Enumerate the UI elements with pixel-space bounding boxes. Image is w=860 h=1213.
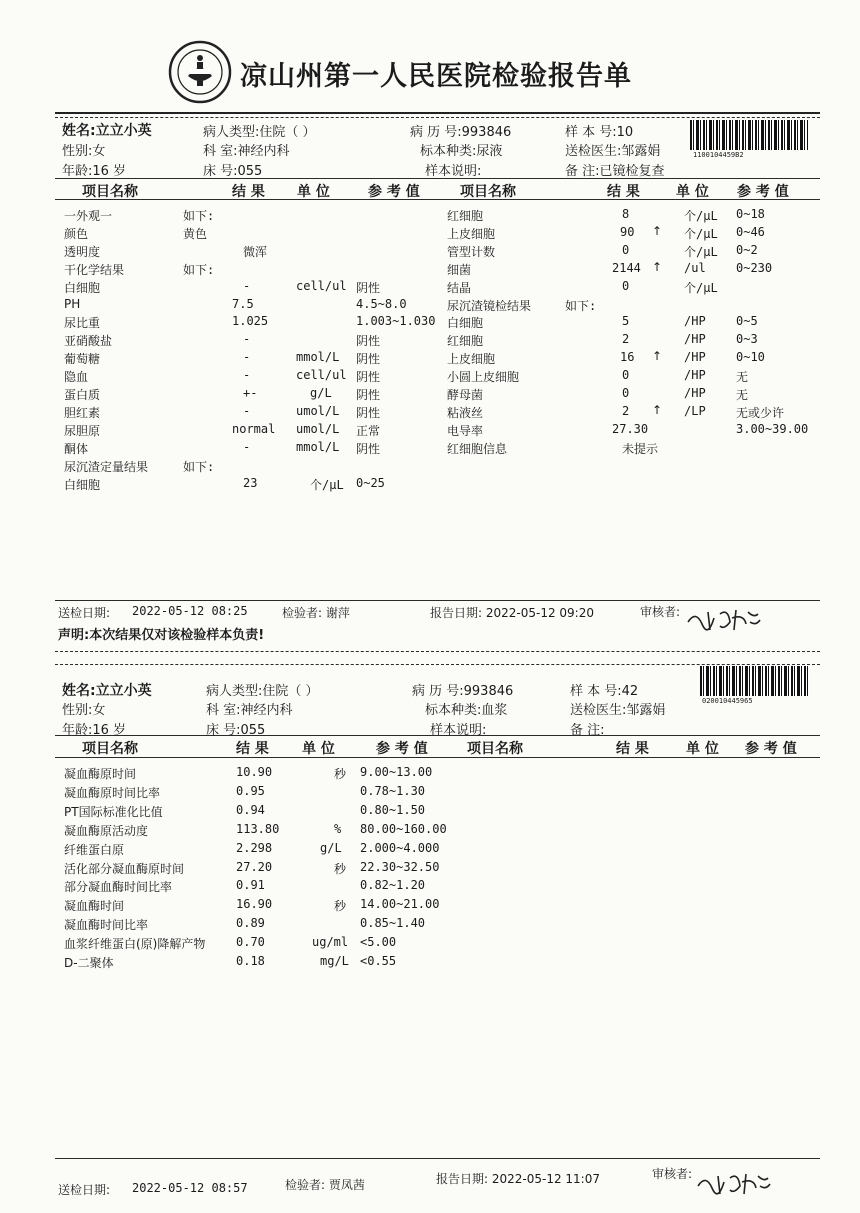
- item-reference: 0~25: [356, 476, 385, 490]
- item-reference: <5.00: [360, 935, 397, 949]
- col-unit-2: 单 位: [676, 184, 709, 200]
- report-separator-2: [55, 664, 820, 665]
- table2-body-rule: [55, 757, 820, 758]
- item-name: 红细胞: [447, 334, 484, 348]
- col-result-2: 结 果: [607, 184, 640, 200]
- item-unit: umol/L: [296, 404, 340, 418]
- item-reference: 4.5~8.0: [356, 297, 407, 311]
- patient-age: 年龄:16 岁: [62, 164, 127, 179]
- item-unit: 秒: [334, 899, 347, 913]
- item-unit: mg/L: [320, 954, 349, 968]
- item-name: 亚硝酸盐: [64, 334, 113, 348]
- item-name: 上皮细胞: [447, 352, 496, 366]
- high-flag-icon: ↑: [652, 403, 663, 417]
- item-result: 23: [243, 476, 258, 490]
- item-name: 细菌: [447, 263, 472, 277]
- item-result: 0: [622, 279, 630, 293]
- col-item-name: 项目名称: [82, 184, 138, 200]
- patient-sex: 性别:女: [62, 703, 106, 718]
- patient-sex: 性别:女: [62, 144, 106, 159]
- item-name: 红细胞: [447, 209, 484, 223]
- item-name: 上皮细胞: [447, 227, 496, 241]
- send-date: 2022-05-12 08:25: [132, 604, 248, 618]
- col-item-name: 项目名称: [82, 741, 138, 757]
- item-unit: /HP: [684, 332, 706, 346]
- item-result: normal: [232, 422, 276, 436]
- item-reference: 阴性: [356, 406, 381, 420]
- item-result: -: [243, 368, 251, 382]
- col-reference-2: 参 考 值: [745, 741, 797, 757]
- requesting-doctor: 送检医生:邹露娟: [565, 144, 661, 159]
- col-unit: 单 位: [297, 184, 330, 200]
- item-reference: 阴性: [356, 352, 381, 366]
- item-name: 胆红素: [64, 406, 101, 420]
- item-name: D-二聚体: [64, 956, 114, 970]
- item-result: 0.91: [236, 878, 265, 892]
- high-flag-icon: ↑: [652, 224, 663, 238]
- item-reference: 0~230: [736, 261, 773, 275]
- item-result: 16.90: [236, 897, 273, 911]
- item-result: 黄色: [183, 227, 208, 241]
- item-name: 血浆纤维蛋白(原)降解产物: [64, 937, 206, 951]
- item-result: +-: [243, 386, 258, 400]
- item-result: -: [243, 350, 251, 364]
- item-reference: 无: [736, 370, 749, 384]
- col-item-name-2: 项目名称: [460, 184, 516, 200]
- reviewer: 审核者:: [652, 1167, 693, 1181]
- item-unit: g/L: [310, 386, 332, 400]
- item-result: 2144: [612, 261, 641, 275]
- item-result: 未提示: [622, 442, 659, 456]
- item-unit: 个/μL: [684, 209, 718, 223]
- item-result: 113.80: [236, 822, 280, 836]
- item-result: 8: [622, 207, 630, 221]
- item-result: 微浑: [243, 245, 268, 259]
- item-reference: 0~46: [736, 225, 765, 239]
- high-flag-icon: ↑: [652, 260, 663, 274]
- item-unit: /HP: [684, 386, 706, 400]
- item-name: 隐血: [64, 370, 89, 384]
- item-unit: 个/μL: [684, 227, 718, 241]
- specimen-type: 标本种类:血浆: [425, 703, 508, 718]
- table1-body-rule: [55, 199, 820, 200]
- item-name: 纤维蛋白原: [64, 843, 125, 857]
- specimen-type: 标本种类:尿液: [420, 144, 503, 159]
- item-result: 10.90: [236, 765, 273, 779]
- col-unit-2: 单 位: [686, 741, 719, 757]
- item-reference: 0.85~1.40: [360, 916, 426, 930]
- item-unit: 个/μL: [310, 478, 344, 492]
- item-name: 凝血酶原时间比率: [64, 786, 161, 800]
- reviewer: 审核者:: [640, 605, 681, 619]
- item-name: 一外观一: [64, 209, 113, 223]
- item-result: 2: [622, 404, 630, 418]
- item-unit: 个/μL: [684, 245, 718, 259]
- item-unit: /LP: [684, 404, 706, 418]
- item-unit: mmol/L: [296, 440, 340, 454]
- item-reference: 0~10: [736, 350, 765, 364]
- item-result: 16: [620, 350, 635, 364]
- col-reference-2: 参 考 值: [737, 184, 789, 200]
- item-result: 1.025: [232, 314, 269, 328]
- item-reference: 无或少许: [736, 406, 785, 420]
- barcode-number: 1100104459B2: [693, 151, 744, 159]
- item-result: 0.95: [236, 784, 265, 798]
- patient-type: 病人类型:住院（ ）: [203, 125, 316, 140]
- col-item-name-2: 项目名称: [467, 741, 523, 757]
- disclaimer: 声明:本次结果仅对该检验样本负责!: [58, 628, 265, 643]
- item-unit: /HP: [684, 350, 706, 364]
- barcode: [700, 666, 810, 696]
- item-name: 尿胆原: [64, 424, 101, 438]
- tester: 检验者: 贾凤茜: [285, 1178, 365, 1192]
- item-unit: cell/ul: [296, 368, 347, 382]
- item-name: 尿沉渣定量结果: [64, 460, 149, 474]
- patient-age: 年龄:16 岁: [62, 723, 127, 738]
- remark: 备 注:: [570, 723, 605, 738]
- item-name: PT国际标准化比值: [64, 805, 163, 819]
- item-reference: 0.78~1.30: [360, 784, 426, 798]
- sample-note: 样本说明:: [425, 164, 482, 179]
- item-unit: mmol/L: [296, 350, 340, 364]
- report-title: 凉山州第一人民医院检验报告单: [240, 61, 632, 92]
- item-reference: 0~5: [736, 314, 758, 328]
- item-name: 活化部分凝血酶原时间: [64, 862, 185, 876]
- item-result: 如下:: [183, 460, 215, 474]
- header-rule-dashed: [55, 117, 820, 118]
- item-result: -: [243, 332, 251, 346]
- item-reference: 阴性: [356, 370, 381, 384]
- item-unit: %: [334, 822, 342, 836]
- patient-name: 姓名:立立小英: [62, 123, 152, 139]
- item-name: PH: [64, 297, 81, 311]
- item-reference: 0.80~1.50: [360, 803, 426, 817]
- item-reference: 22.30~32.50: [360, 860, 440, 874]
- record-number: 病 历 号:993846: [410, 125, 512, 140]
- item-name: 电导率: [447, 424, 484, 438]
- item-name: 部分凝血酶时间比率: [64, 880, 173, 894]
- item-name: 葡萄糖: [64, 352, 101, 366]
- col-reference: 参 考 值: [368, 184, 420, 200]
- item-reference: 阴性: [356, 334, 381, 348]
- item-unit: umol/L: [296, 422, 340, 436]
- item-reference: 0~3: [736, 332, 758, 346]
- item-result: 27.20: [236, 860, 273, 874]
- hospital-seal: [168, 40, 232, 104]
- item-reference: 0~2: [736, 243, 758, 257]
- item-unit: /HP: [684, 368, 706, 382]
- item-name: 结晶: [447, 281, 472, 295]
- item-result: 0: [622, 243, 630, 257]
- item-reference: 阴性: [356, 442, 381, 456]
- footer2-rule: [55, 1158, 820, 1159]
- col-result-2: 结 果: [616, 741, 649, 757]
- item-name: 颜色: [64, 227, 89, 241]
- item-name: 凝血酶原时间: [64, 767, 137, 781]
- item-reference: 无: [736, 388, 749, 402]
- item-unit: g/L: [320, 841, 342, 855]
- item-unit: cell/ul: [296, 279, 347, 293]
- item-reference: 3.00~39.00: [736, 422, 809, 436]
- item-name: 干化学结果: [64, 263, 125, 277]
- item-reference: 1.003~1.030: [356, 314, 436, 328]
- item-unit: 秒: [334, 862, 347, 876]
- requesting-doctor: 送检医生:邹露娟: [570, 703, 666, 718]
- high-flag-icon: ↑: [652, 349, 663, 363]
- item-name: 凝血酶时间: [64, 899, 125, 913]
- item-result: 5: [622, 314, 630, 328]
- item-name: 凝血酶原活动度: [64, 824, 149, 838]
- item-result: 如下:: [183, 263, 215, 277]
- patient-type: 病人类型:住院（ ）: [206, 684, 319, 699]
- item-name: 白细胞: [64, 281, 101, 295]
- item-name: 白细胞: [447, 316, 484, 330]
- tester: 检验者: 谢萍: [282, 606, 350, 620]
- item-result: 如下:: [183, 209, 215, 223]
- item-name: 蛋白质: [64, 388, 101, 402]
- sample-number: 样 本 号:42: [570, 684, 639, 699]
- item-name: 凝血酶时间比率: [64, 918, 149, 932]
- item-result: 2: [622, 332, 630, 346]
- item-reference: 0~18: [736, 207, 765, 221]
- item-reference: 0.82~1.20: [360, 878, 426, 892]
- item-result: 7.5: [232, 297, 254, 311]
- item-result: 0.94: [236, 803, 265, 817]
- item-reference: 正常: [356, 424, 381, 438]
- item-result: 0.18: [236, 954, 265, 968]
- col-result: 结 果: [232, 184, 265, 200]
- item-reference: 2.000~4.000: [360, 841, 440, 855]
- item-result: -: [243, 440, 251, 454]
- item-name: 小圆上皮细胞: [447, 370, 520, 384]
- header-rule: [55, 112, 820, 114]
- send-date-label: 送检日期:: [58, 1183, 111, 1197]
- item-unit: /HP: [684, 314, 706, 328]
- item-reference: 阴性: [356, 281, 381, 295]
- item-result: 如下:: [565, 299, 597, 313]
- department: 科 室:神经内科: [206, 703, 293, 718]
- item-name: 红细胞信息: [447, 442, 508, 456]
- table2-header-rule: [55, 735, 820, 736]
- item-name: 酵母菌: [447, 388, 484, 402]
- send-date: 2022-05-12 08:57: [132, 1181, 248, 1195]
- barcode-number: 020010445965: [702, 697, 753, 705]
- report-date: 报告日期: 2022-05-12 09:20: [430, 606, 594, 620]
- item-result: 0: [622, 368, 630, 382]
- item-name: 粘液丝: [447, 406, 484, 420]
- item-name: 尿沉渣镜检结果: [447, 299, 532, 313]
- item-name: 管型计数: [447, 245, 496, 259]
- send-date-label: 送检日期:: [58, 606, 111, 620]
- col-result: 结 果: [236, 741, 269, 757]
- bed-number: 床 号:055: [206, 723, 266, 738]
- department: 科 室:神经内科: [203, 144, 290, 159]
- item-name: 白细胞: [64, 478, 101, 492]
- patient-name: 姓名:立立小英: [62, 683, 152, 699]
- report-separator-1: [55, 651, 820, 652]
- item-unit: /ul: [684, 261, 706, 275]
- col-unit: 单 位: [302, 741, 335, 757]
- item-result: 0.70: [236, 935, 265, 949]
- sample-number: 样 本 号:10: [565, 125, 634, 140]
- item-result: 0.89: [236, 916, 265, 930]
- footer1-rule: [55, 600, 820, 601]
- record-number: 病 历 号:993846: [412, 684, 514, 699]
- item-result: -: [243, 279, 251, 293]
- barcode: [690, 120, 808, 150]
- item-unit: 个/μL: [684, 281, 718, 295]
- reviewer-signature: [694, 1168, 774, 1202]
- bed-number: 床 号:055: [203, 164, 263, 179]
- table1-header-rule: [55, 178, 820, 179]
- remark: 备 注:已镜检复查: [565, 164, 665, 179]
- item-name: 酮体: [64, 442, 89, 456]
- item-reference: 9.00~13.00: [360, 765, 433, 779]
- report-date: 报告日期: 2022-05-12 11:07: [436, 1172, 600, 1186]
- item-unit: ug/ml: [312, 935, 349, 949]
- item-name: 尿比重: [64, 316, 101, 330]
- reviewer-signature: [684, 604, 764, 638]
- item-reference: <0.55: [360, 954, 397, 968]
- item-result: 2.298: [236, 841, 273, 855]
- sample-note: 样本说明:: [430, 723, 487, 738]
- item-result: 27.30: [612, 422, 649, 436]
- item-name: 透明度: [64, 245, 101, 259]
- col-reference: 参 考 值: [376, 741, 428, 757]
- item-result: 90: [620, 225, 635, 239]
- item-unit: 秒: [334, 767, 347, 781]
- item-reference: 80.00~160.00: [360, 822, 447, 836]
- item-reference: 14.00~21.00: [360, 897, 440, 911]
- item-result: 0: [622, 386, 630, 400]
- item-result: -: [243, 404, 251, 418]
- item-reference: 阴性: [356, 388, 381, 402]
